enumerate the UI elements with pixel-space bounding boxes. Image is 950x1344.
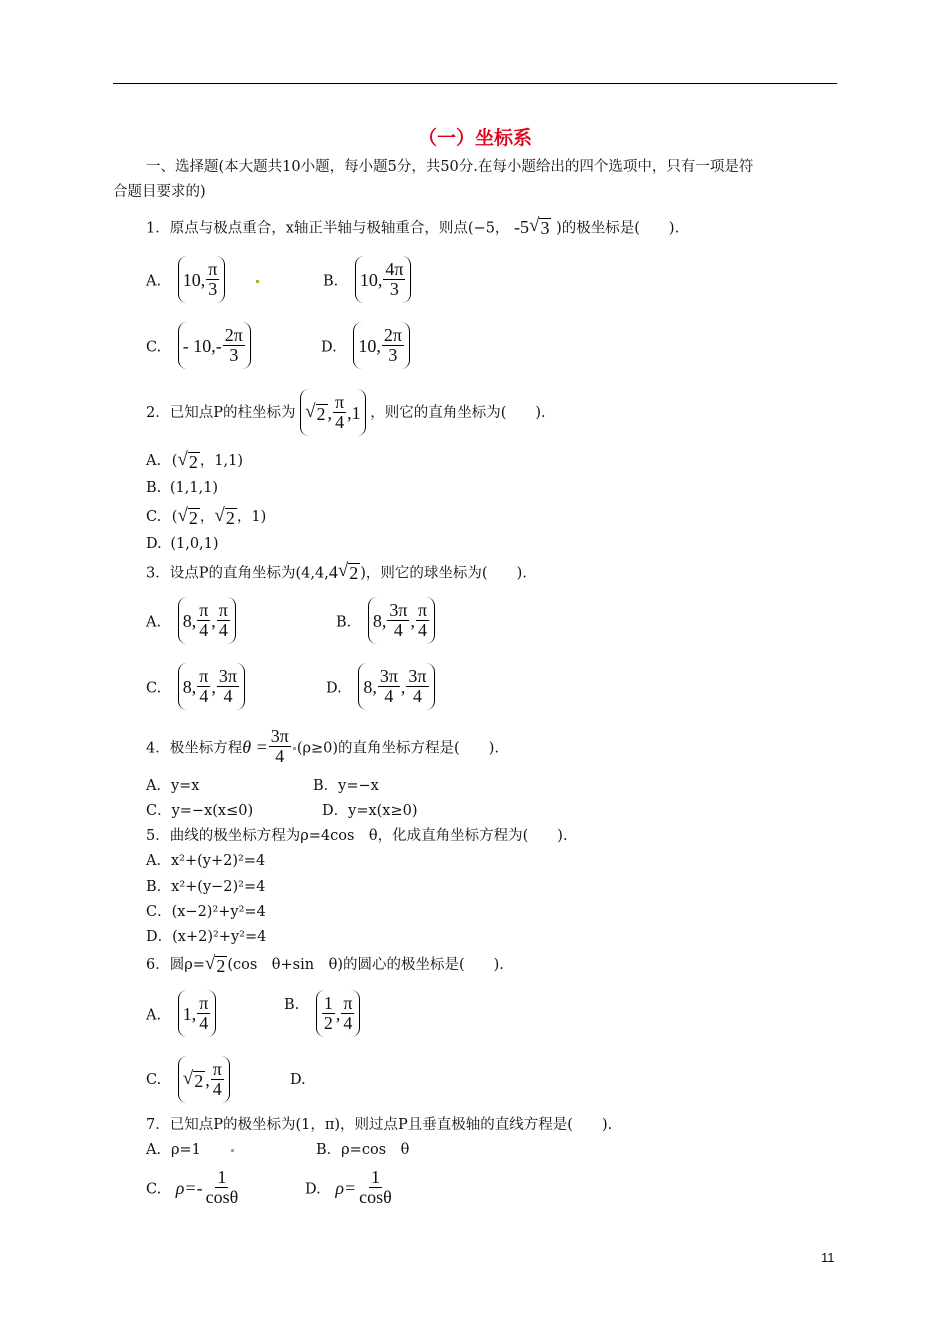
q5-option-d: D．(x+2)²+y²=4 [146,929,267,945]
q2-option-c: C. ( √ 2 ， √ 2 ，1) [146,505,267,528]
q7-option-a: A．ρ=1 [146,1140,238,1160]
q1-option-d: D. 10, $\frac{2\pi}{3}$ [321,322,410,369]
question-6-stem: 6．圆ρ= √ 2 (cos θ+sin θ)的圆心的极坐标是( ). [146,953,504,976]
q5-option-a: A．x²+(y+2)²=4 [146,853,266,869]
q1-point-math: -5 √ 3 [514,215,550,238]
stray-dot [293,747,296,750]
q2-option-a: A. ( √ 2 ，1,1) [146,449,244,472]
question-5-stem: 5．曲线的极坐标方程为ρ=4cos θ，化成直角坐标方程为( ). [146,828,568,844]
q2-option-b: B. (1,1,1) [146,480,219,496]
question-2-stem: 2．已知点P的柱坐标为 √ 2 , $\frac{\pi}{4}$ ,1 ，则它的直角坐标为( ). [146,389,546,436]
page-title: （一）坐标系 [417,127,532,149]
question-3-stem: 3．设点P的直角坐标为(4,4, 4 √ 2 )，则它的球坐标为( ). [146,560,527,583]
question-4-stem: 4．极坐标方程 θ = $\frac{3\pi}{4}$ (ρ≥0)的直角坐标方程是( ). [146,726,499,766]
q3-option-c: C. 8, $\frac{\pi}{4}$ , $\frac{3\pi}{4}$ [146,663,245,710]
q7-option-b: B．ρ=cos θ [316,1142,410,1158]
q5-option-b: B．x²+(y−2)²=4 [146,879,266,895]
intro-line-2: 合题目要求的) [113,184,206,200]
q6-option-b: B. $\frac{1}{2}$ , $\frac{\pi}{4}$ [284,990,360,1037]
page-number: 11 [821,1250,835,1265]
intro-line-1: 一、选择题(本大题共10小题，每小题5分，共50分.在每小题给出的四个选项中，只有一项是符 [146,159,754,175]
q6-option-c: C. √ 2 , $\frac{\pi}{4}$ [146,1056,230,1103]
stray-dot [256,280,259,283]
header-rule [113,83,837,84]
q6-option-d: D. [290,1072,306,1088]
q6-option-a: A. 1, $\frac{\pi}{4}$ [146,990,216,1037]
q7-option-c: C. ρ=- $\frac{1}{\cos\theta}$ [146,1167,239,1207]
q3-option-b: B. 8, $\frac{3\pi}{4}$ , $\frac{\pi}{4}$ [336,597,435,644]
q3-option-a: A. 8, $\frac{\pi}{4}$ , $\frac{\pi}{4}$ [146,597,236,644]
q7-option-d: D. ρ= $\frac{1}{\cos\theta}$ [305,1167,392,1207]
q1-option-b: B. 10, $\frac{4\pi}{3}$ [323,256,411,303]
q1-option-a: A. 10, $\frac{\pi}{3}$ [146,256,263,303]
q3-option-d: D. 8, $\frac{3\pi}{4}$ , $\frac{3\pi}{4}$ [326,663,435,710]
question-1-stem: 1．原点与极点重合，x轴正半轴与极轴重合，则点(−5， -5 √ 3 )的极坐标是( ). [146,215,680,238]
q4-option-d: D．y=x(x≥0) [322,803,418,819]
q4-option-c: C．y=−x(x≤0) [146,803,254,819]
q5-option-c: C．(x−2)²+y²=4 [146,904,266,920]
q2-option-d: D. (1,0,1) [146,536,219,552]
q1-option-c: C. - 10,- $\frac{2\pi}{3}$ [146,322,251,369]
question-7-stem: 7．已知点P的极坐标为(1，π)，则过点P且垂直极轴的直线方程是( ). [146,1117,613,1133]
stray-dot [231,1149,234,1152]
q4-option-b: B．y=−x [313,778,379,794]
q4-option-a: A．y=x [146,778,200,794]
